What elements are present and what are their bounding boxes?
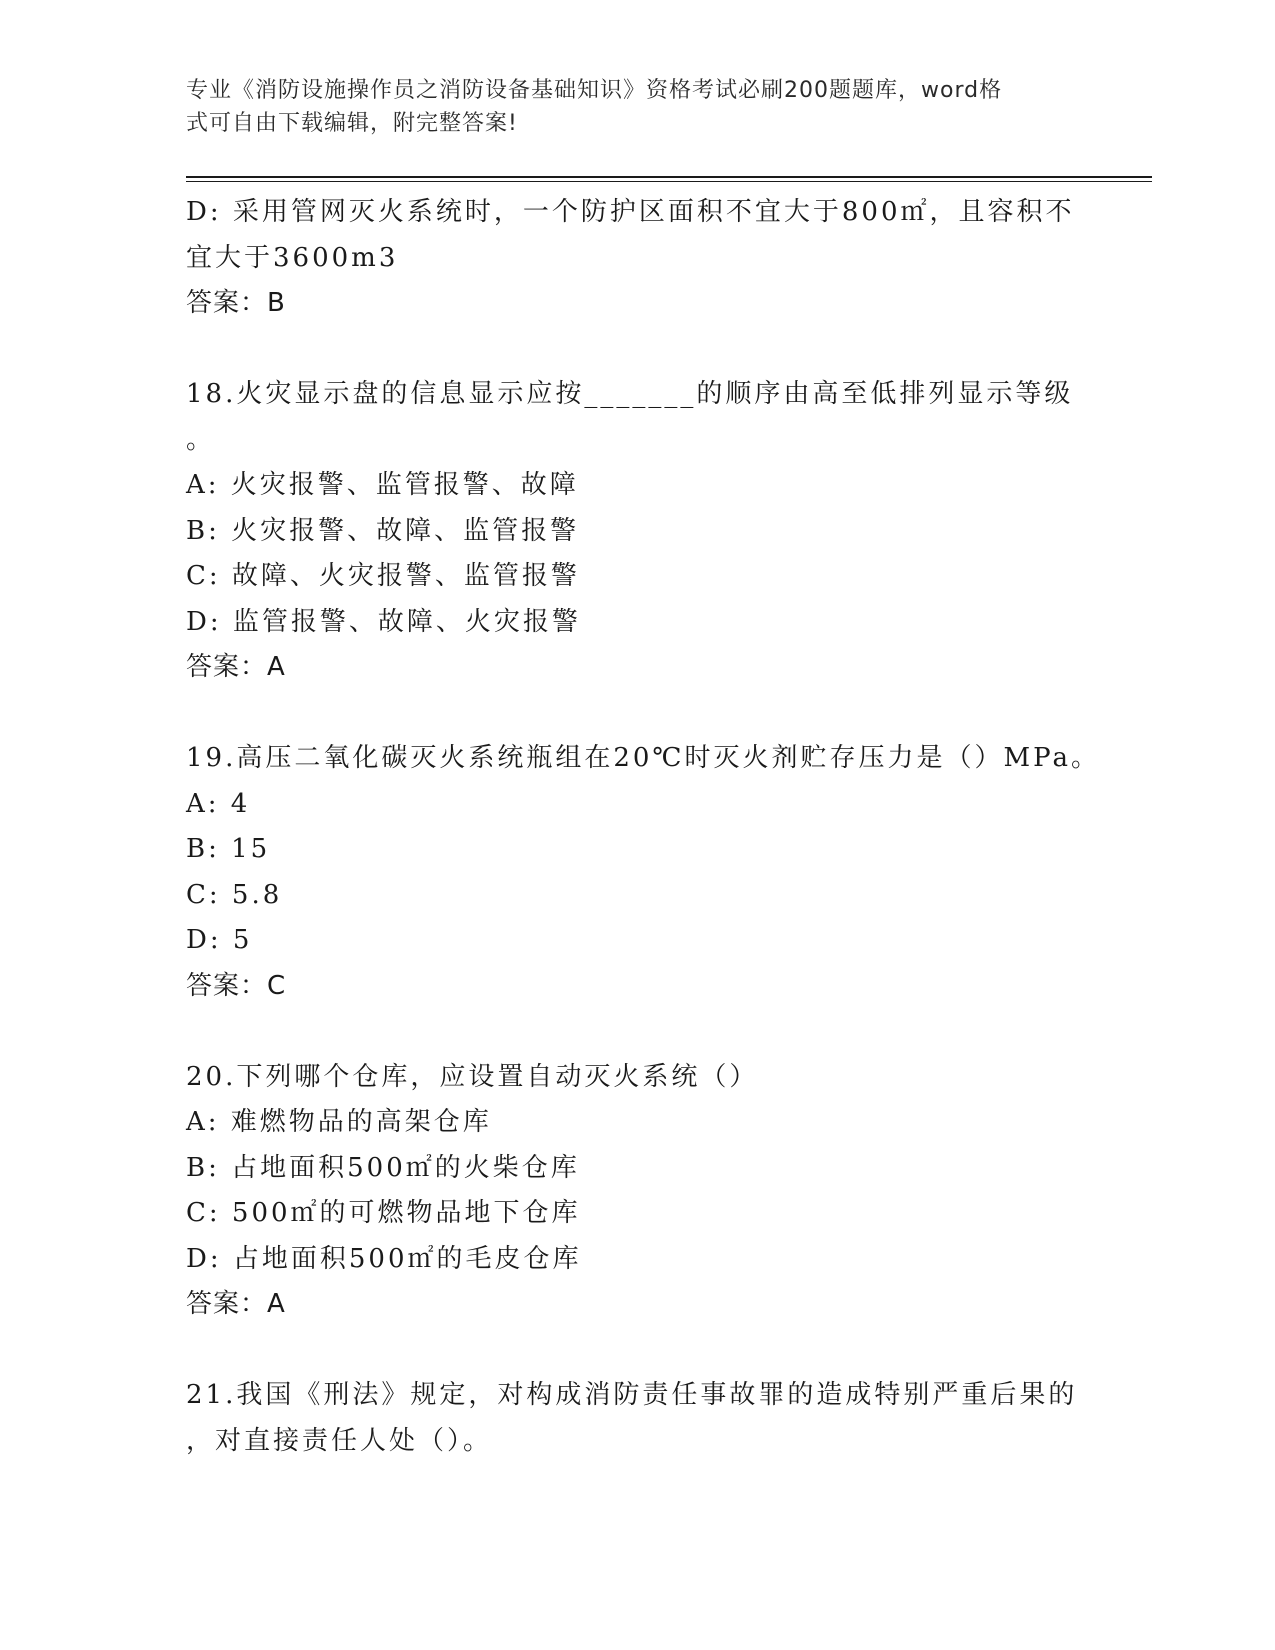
header-line-2: 式可自由下载编辑，附完整答案! — [186, 111, 518, 136]
document-header — [186, 74, 1086, 140]
question-stem: 21.我国《刑法》规定，对构成消防责任事故罪的造成特别严重后果的 — [186, 1380, 1078, 1410]
question-21 — [186, 1373, 1086, 1464]
option-d: D: 采用管网灭火系统时，一个防护区面积不宜大于800㎡，且容积不 — [186, 197, 1075, 227]
option-d: D: 占地面积500㎡的毛皮仓库 — [186, 1243, 582, 1274]
spacer — [186, 691, 1086, 737]
spacer — [186, 327, 1086, 373]
spacer — [186, 1009, 1086, 1055]
question-stem: 20.下列哪个仓库，应设置自动灭火系统（） — [186, 1061, 759, 1092]
question-20 — [186, 1055, 1086, 1328]
option-a: A: 难燃物品的高架仓库 — [186, 1107, 492, 1137]
answer: 答案：B — [186, 288, 286, 318]
option-d-continued: 宜大于3600m3 — [186, 242, 399, 273]
question-stem: 18.火灾显示盘的信息显示应按_______的顺序由高至低排列显示等级 — [186, 379, 1074, 409]
option-d: D: 监管报警、故障、火灾报警 — [186, 606, 581, 637]
answer: 答案：C — [186, 970, 287, 1001]
option-b: B: 占地面积500㎡的火柴仓库 — [186, 1152, 580, 1183]
header-divider-thin — [186, 181, 1152, 182]
answer: 答案：A — [186, 1289, 286, 1319]
option-b: B: 15 — [186, 834, 271, 864]
question-18 — [186, 372, 1086, 691]
question-19 — [186, 736, 1100, 1009]
option-d: D: 5 — [186, 925, 253, 955]
option-a: A: 4 — [186, 788, 251, 819]
question-stem: 19.高压二氧化碳灭火系统瓶组在20℃时灭火剂贮存压力是（）MPa。 — [186, 743, 1100, 773]
option-c: C: 500㎡的可燃物品地下仓库 — [186, 1198, 581, 1228]
question-stem-continued: ，对直接责任人处（）。 — [186, 1425, 493, 1456]
option-c: C: 故障、火灾报警、监管报警 — [186, 561, 580, 591]
option-c: C: 5.8 — [186, 879, 283, 910]
option-a: A: 火灾报警、监管报警、故障 — [186, 470, 579, 500]
header-divider-thick — [186, 176, 1152, 178]
question-stem-continued: 。 — [186, 424, 216, 455]
question-list — [186, 190, 1100, 1464]
spacer — [186, 1328, 1086, 1374]
question-17 — [186, 190, 1086, 327]
option-b: B: 火灾报警、故障、监管报警 — [186, 515, 580, 546]
answer: 答案：A — [186, 652, 286, 682]
header-line-1: 专业《消防设施操作员之消防设备基础知识》资格考试必刷200题题库，word格 — [186, 78, 1003, 103]
